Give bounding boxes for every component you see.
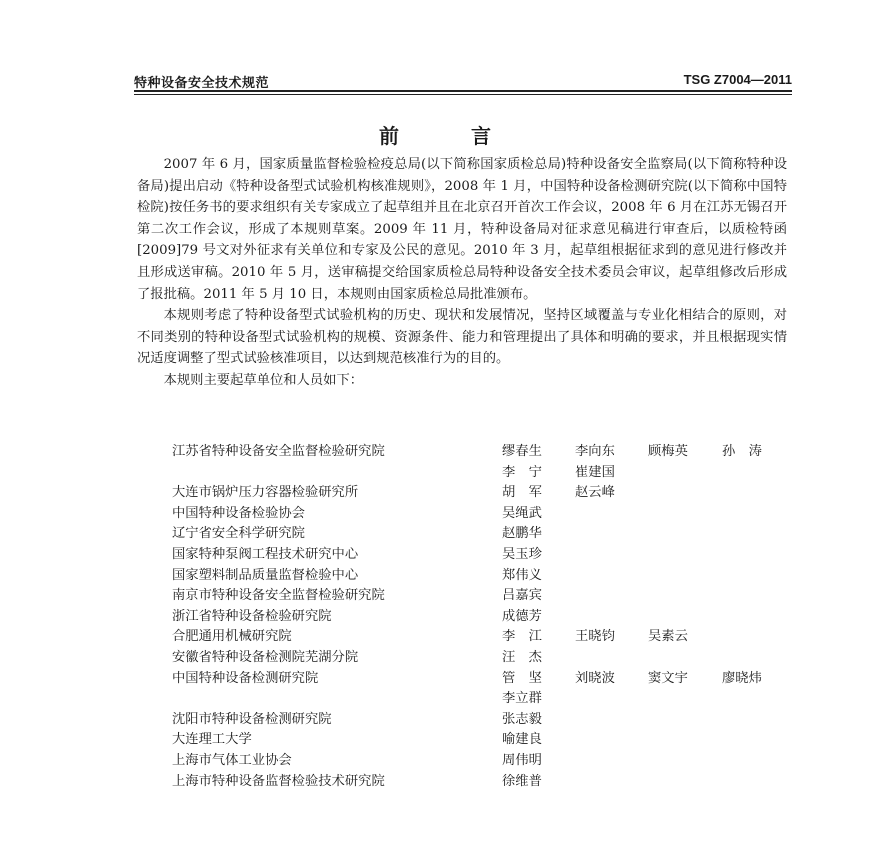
- unit-name: 浙江省特种设备检验研究院: [172, 608, 332, 624]
- unit-name: 安徽省特种设备检测院芜湖分院: [172, 650, 359, 665]
- person-name: 李立群: [502, 691, 542, 707]
- unit-row: [0, 502, 870, 522]
- unit-name: 大连市锅炉压力容器检验研究所: [172, 485, 359, 501]
- person-name: 顾梅英: [648, 444, 688, 459]
- person-name: 王晓钧: [575, 629, 615, 645]
- unit-row: [0, 770, 870, 790]
- paragraph: 2007 年 6 月，国家质量监督检验检疫总局(以下简称国家质检总局)特种设备安全监察局(以下简称特种设备局)提出启动《特种设备型式试验机构核准规则》，2008 年 1 月，中国特种设备检测研究院(以下简称中国特检院)按任务书的要求组织有关专家成立了起草组并且在北京召开首次工作会议，2008 年 6 月在江苏无锡召开第二次工作会议，形成了本规则草案。2009 年 11 月，特种设备局对征求意见稿进行审查后，以质检特函[2009]79 号文对外征求有关单位和专家及公民的意见。2010 年 3 月，起草组根据征求到的意见进行修改并且形成送审稿。2010 年 5 月，送审稿提交给国家质检总局特种设备安全技术委员会审议，起草组修改后形成了报批稿。2011 年 5 月 10 日，本规则由国家质检总局批准颁布。: [137, 157, 787, 302]
- person-name: 窦文宇: [648, 670, 688, 686]
- unit-row: [0, 728, 870, 748]
- person-name: 吴素云: [648, 629, 688, 645]
- preface-body: [137, 154, 787, 392]
- person-name: 李向东: [575, 444, 615, 459]
- unit-row: [0, 646, 870, 666]
- person-name: 喻建良: [502, 732, 542, 748]
- person-name: 缪春生: [502, 444, 542, 459]
- unit-name: 辽宁省安全科学研究院: [172, 526, 305, 542]
- person-name: 成德芳: [502, 608, 542, 624]
- unit-row: [0, 749, 870, 769]
- unit-name: 江苏省特种设备安全监督检验研究院: [172, 444, 385, 459]
- paragraph: 本规则考虑了特种设备型式试验机构的历史、现状和发展情况，坚持区域覆盖与专业化相结合的原则，对不同类别的特种设备型式试验机构的规模、资源条件、能力和管理提出了具体和明确的要求，并且根据现实情况适度调整了型式试验核准项目，以达到规范核准行为的目的。: [137, 308, 787, 367]
- unit-name: 大连理工大学: [172, 732, 252, 748]
- unit-name: 中国特种设备检验协会: [172, 505, 305, 521]
- person-name: 吕嘉宾: [502, 588, 542, 604]
- unit-row: [0, 605, 870, 625]
- unit-row: [0, 584, 870, 604]
- person-name: 吴玉珍: [502, 547, 542, 562]
- person-name: 赵鹏华: [502, 526, 542, 542]
- person-name: 胡 军: [502, 485, 542, 501]
- page-title: 前 言: [379, 124, 517, 148]
- unit-row: [0, 667, 870, 687]
- unit-row: [0, 625, 870, 645]
- person-name: 崔建国: [575, 464, 615, 480]
- person-name: 孙 涛: [722, 444, 762, 459]
- unit-row: [0, 708, 870, 728]
- unit-row: [0, 687, 870, 707]
- unit-name: 国家塑料制品质量监督检验中心: [172, 567, 359, 583]
- person-name: 吴绳武: [502, 505, 542, 521]
- person-name: 廖晓炜: [722, 670, 762, 686]
- unit-name: 合肥通用机械研究院: [172, 629, 292, 645]
- running-header-right: TSG Z7004—2011: [683, 72, 792, 87]
- unit-name: 南京市特种设备安全监督检验研究院: [172, 588, 385, 604]
- person-name: 李 江: [502, 629, 542, 645]
- unit-name: 中国特种设备检测研究院: [172, 670, 319, 686]
- unit-row: [0, 522, 870, 542]
- person-name: 赵云峰: [575, 485, 615, 501]
- unit-row: [0, 440, 870, 460]
- unit-name: 国家特种泵阀工程技术研究中心: [172, 547, 359, 562]
- person-name: 张志毅: [502, 711, 542, 727]
- unit-row: [0, 543, 870, 563]
- person-name: 管 坚: [502, 670, 542, 686]
- unit-row: [0, 564, 870, 584]
- paragraph: 本规则主要起草单位和人员如下：: [163, 372, 364, 388]
- unit-name: 上海市特种设备监督检验技术研究院: [172, 773, 385, 789]
- person-name: 徐维普: [502, 773, 542, 789]
- running-header-left: 特种设备安全技术规范: [134, 76, 270, 91]
- unit-row: [0, 481, 870, 501]
- unit-name: 上海市气体工业协会: [172, 753, 292, 768]
- unit-row: [0, 461, 870, 481]
- header-rule: [134, 90, 792, 95]
- person-name: 周伟明: [502, 753, 542, 768]
- person-name: 汪 杰: [502, 650, 542, 665]
- person-name: 郑伟义: [502, 567, 542, 583]
- person-name: 刘晓波: [575, 670, 615, 686]
- person-name: 李 宁: [502, 464, 542, 480]
- unit-name: 沈阳市特种设备检测研究院: [172, 711, 332, 727]
